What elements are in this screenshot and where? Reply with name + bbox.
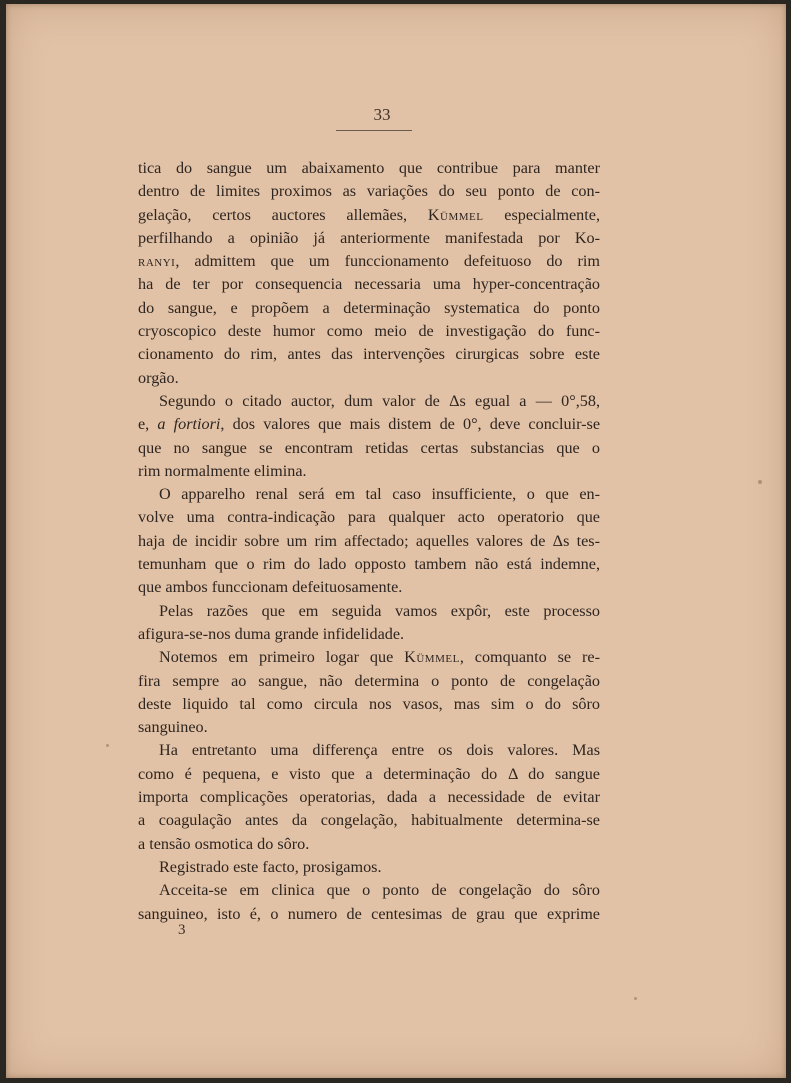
text-line xyxy=(138,530,600,553)
page-number: 33 xyxy=(373,105,391,124)
text-segment: rim normalmente elimina. xyxy=(138,461,307,480)
text-segment: e, xyxy=(138,415,158,434)
text-segment: deste liquido tal como circula nos vasos, mas sim o do sôro xyxy=(138,694,600,713)
text-segment: perfilhando a opinião já anteriormente manifestada por xyxy=(138,228,575,247)
text-segment: temunham que o rim do lado opposto tambem não está indemne, xyxy=(138,555,600,574)
text-segment: sanguineo, isto é, o numero de centesimas de grau que exprime xyxy=(138,904,600,923)
text-line xyxy=(138,204,600,227)
text-line xyxy=(138,437,600,460)
text-segment: afigura-se-nos duma grande infidelidade. xyxy=(138,624,405,643)
text-line xyxy=(138,670,600,693)
text-line xyxy=(138,320,600,343)
text-line xyxy=(138,460,600,483)
text-line xyxy=(138,856,600,879)
text-segment: cionamento do rim, antes das intervenções cirurgicas sobre este xyxy=(138,345,600,364)
text-line xyxy=(138,879,600,902)
text-segment: , dos valores que mais distem de 0°, deve concluir-se xyxy=(220,415,601,434)
text-segment: Segundo o citado auctor, dum valor de Δs egual a — 0°,58, xyxy=(159,391,600,410)
text-segment: Acceita-se em clinica que o ponto de congelação do sôro xyxy=(159,881,600,900)
text-segment: Registrado este facto, prosigamos. xyxy=(159,857,382,876)
text-segment: que ambos funccionam defeituosamente. xyxy=(138,578,403,597)
text-line xyxy=(138,343,600,366)
text-segment: sanguineo. xyxy=(138,718,208,737)
text-line xyxy=(138,693,600,716)
text-segment: Pelas razões que em seguida vamos expôr, este processo xyxy=(159,601,600,620)
text-line xyxy=(138,553,600,576)
text-line xyxy=(138,227,600,250)
text-segment: a fortiori xyxy=(157,415,221,434)
text-segment: , comquanto se re- xyxy=(459,648,600,667)
text-line xyxy=(138,786,600,809)
text-segment: tica do sangue um abaixamento que contribue para manter xyxy=(138,159,600,177)
text-line xyxy=(138,250,600,273)
text-segment: , admittem que um funccionamento defeituoso do rim xyxy=(175,252,600,271)
text-segment: ranyi xyxy=(138,252,176,271)
text-segment: dentro de limites proximos as variações do seu ponto de con- xyxy=(138,182,600,201)
text-segment: fira sempre ao sangue, não determina o ponto de congelação xyxy=(138,671,600,690)
text-line xyxy=(138,809,600,832)
paper-speck xyxy=(106,744,109,747)
text-segment: especialmente, xyxy=(483,205,600,224)
body-text xyxy=(138,157,600,926)
text-line xyxy=(138,506,600,529)
text-line xyxy=(138,367,600,390)
text-line xyxy=(138,180,600,203)
text-segment: Ha entretanto uma differença entre os dois valores. Mas xyxy=(159,741,600,760)
text-line xyxy=(138,297,600,320)
paper-speck xyxy=(634,997,637,1000)
text-line xyxy=(138,646,600,669)
text-segment: Ko- xyxy=(574,228,600,247)
text-segment: ha de ter por consequencia necessaria uma hyper-concentração xyxy=(138,275,600,294)
text-segment: como é pequena, e visto que a determinação do Δ do sangue xyxy=(138,764,600,783)
text-segment: gelação, certos auctores allemães, xyxy=(138,205,428,224)
text-segment: cryoscopico deste humor como meio de investigação do func- xyxy=(138,322,600,341)
text-segment: que no sangue se encontram retidas certas substancias que o xyxy=(138,438,600,457)
text-segment: do sangue, e propõem a determinação systematica do ponto xyxy=(138,298,600,317)
text-line xyxy=(138,157,600,180)
text-segment: importa complicações operatorias, dada a necessidade de evitar xyxy=(138,788,600,807)
text-line xyxy=(138,716,600,739)
text-line xyxy=(138,833,600,856)
text-segment: Notemos em primeiro logar que xyxy=(159,648,405,667)
header-rule xyxy=(336,130,412,131)
text-segment: orgão. xyxy=(138,368,179,387)
text-segment: Kümmel xyxy=(427,205,484,224)
signature-mark: 3 xyxy=(178,922,186,938)
text-line xyxy=(138,903,600,926)
text-line xyxy=(138,413,600,436)
paper-speck xyxy=(758,480,762,484)
text-line xyxy=(138,576,600,599)
text-line xyxy=(138,600,600,623)
text-line xyxy=(138,273,600,296)
text-segment: a tensão osmotica do sôro. xyxy=(138,834,310,853)
text-segment: a coagulação antes da congelação, habitualmente determina-se xyxy=(138,811,600,830)
book-page xyxy=(6,4,786,1078)
text-segment: haja de incidir sobre um rim affectado; aquelles valores de Δs tes- xyxy=(138,531,600,550)
text-segment: O apparelho renal será em tal caso insufficiente, o que en- xyxy=(159,485,600,504)
text-line xyxy=(138,763,600,786)
text-line xyxy=(138,623,600,646)
text-line xyxy=(138,483,600,506)
text-line xyxy=(138,390,600,413)
text-line xyxy=(138,739,600,762)
text-segment: volve uma contra-indicação para qualquer acto operatorio que xyxy=(138,508,600,527)
text-segment: Kümmel xyxy=(404,648,460,667)
